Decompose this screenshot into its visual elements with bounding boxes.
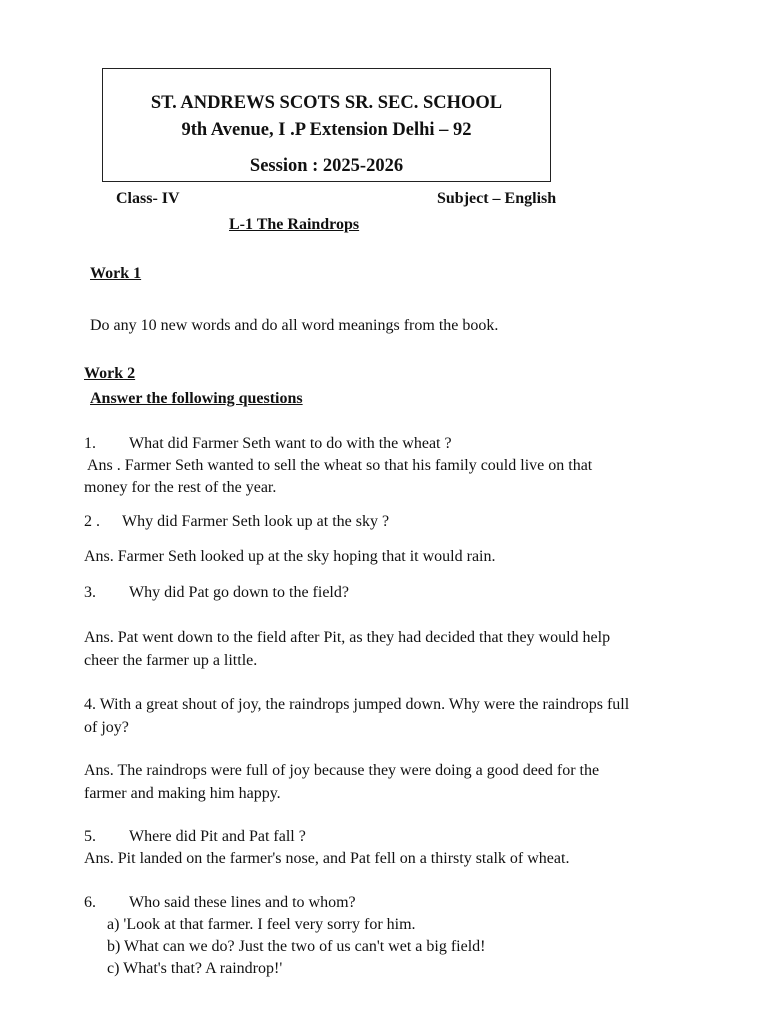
work1-instruction: Do any 10 new words and do all word meanings from the book. xyxy=(90,317,499,334)
question-3 xyxy=(84,584,349,602)
question-2 xyxy=(84,513,389,531)
question-text: Why did Farmer Seth look up at the sky ? xyxy=(122,513,390,530)
answer-4-line1: Ans. The raindrops were full of joy because they were doing a good deed for the xyxy=(84,762,600,779)
school-address: 9th Avenue, I .P Extension Delhi – 92 xyxy=(181,120,472,140)
question-text: Why did Pat go down to the field? xyxy=(129,584,349,601)
answer-5: Ans. Pit landed on the farmer's nose, and Pat fell on a thirsty stalk of wheat. xyxy=(84,850,570,867)
work2-heading: Work 2 xyxy=(84,365,136,382)
answer-2: Ans. Farmer Seth looked up at the sky hoping that it would rain. xyxy=(84,548,496,565)
question-6-sub-b: b) What can we do? Just the two of us can't wet a big field! xyxy=(107,938,486,955)
question-number: 3. xyxy=(84,584,96,601)
work1-heading: Work 1 xyxy=(90,265,142,282)
answer-1-line1: Ans . Farmer Seth wanted to sell the wheat so that his family could live on that xyxy=(87,457,593,474)
question-text: What did Farmer Seth want to do with the wheat ? xyxy=(129,435,452,452)
answer-4-line2: farmer and making him happy. xyxy=(84,785,281,802)
question-number: 2 . xyxy=(84,513,100,530)
question-number: 1. xyxy=(84,435,96,452)
question-number: 6. xyxy=(84,894,96,911)
question-4-line1: 4. With a great shout of joy, the raindrops jumped down. Why were the raindrops full xyxy=(84,696,630,713)
question-6-sub-a: a) 'Look at that farmer. I feel very sorry for him. xyxy=(107,916,416,933)
question-6-sub-c: c) What's that? A raindrop!' xyxy=(107,960,283,977)
subject-label: Subject – English xyxy=(437,190,557,207)
work2-subheading: Answer the following questions xyxy=(90,390,303,407)
question-5 xyxy=(84,828,306,846)
school-name: ST. ANDREWS SCOTS SR. SEC. SCHOOL xyxy=(150,93,503,113)
question-number: 5. xyxy=(84,828,96,845)
school-header-box xyxy=(102,68,551,182)
session-label: Session : 2025-2026 xyxy=(249,156,404,176)
answer-3-line1: Ans. Pat went down to the field after Pit, as they had decided that they would help xyxy=(84,629,611,646)
question-6 xyxy=(84,894,356,912)
class-label: Class- IV xyxy=(116,190,180,207)
question-4-line2: of joy? xyxy=(84,719,129,736)
question-text: Who said these lines and to whom? xyxy=(129,894,356,911)
lesson-title: L-1 The Raindrops xyxy=(229,216,360,233)
answer-3-line2: cheer the farmer up a little. xyxy=(84,652,258,669)
question-1 xyxy=(84,435,452,453)
answer-1-line2: money for the rest of the year. xyxy=(84,479,277,496)
question-text: Where did Pit and Pat fall ? xyxy=(129,828,306,845)
